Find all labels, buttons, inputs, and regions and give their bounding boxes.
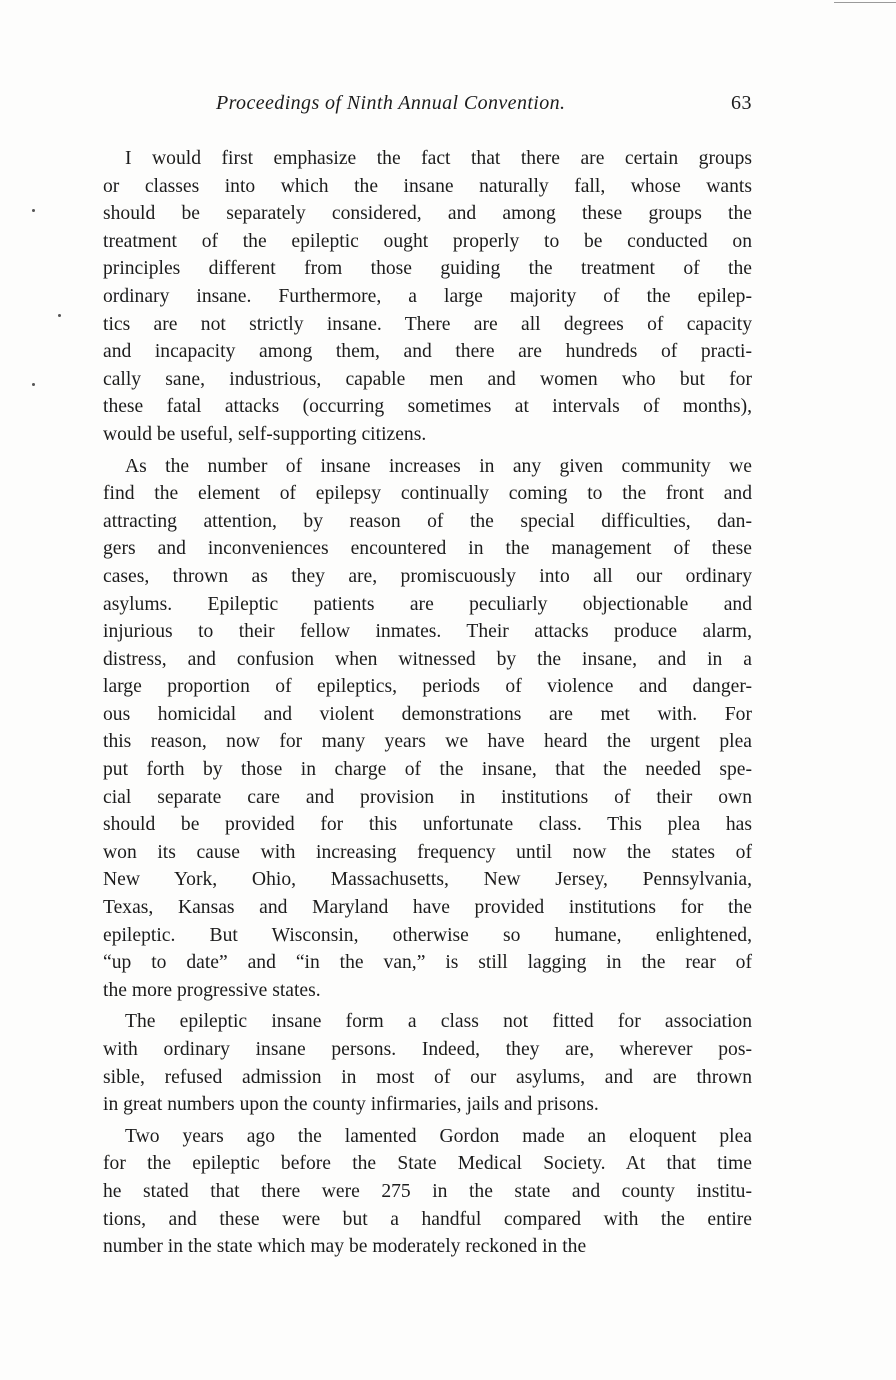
text-line: asylums. Epileptic patients are peculiarly objectionable and: [103, 593, 752, 615]
text-line: “up to date” and “in the van,” is still lagging in the rear of: [103, 952, 752, 974]
text-line: gers and inconveniences encountered in the management of these: [103, 538, 752, 560]
text-line: principles different from those guiding the treatment of the: [103, 258, 752, 280]
text-line: distress, and confusion when witnessed by the insane, and in a: [103, 648, 752, 670]
text-line: should be separately considered, and among these groups the: [103, 203, 752, 225]
paragraph: [103, 1123, 752, 1261]
text-line: cial separate care and provision in institutions of their own: [103, 786, 752, 808]
margin-speck: [58, 314, 61, 317]
text-line: in great numbers upon the county infirmaries, jails and prisons.: [103, 1094, 599, 1116]
text-line: these fatal attacks (occurring sometimes at intervals of months),: [103, 396, 752, 418]
body-text: [103, 145, 752, 1265]
text-line: with ordinary insane persons. Indeed, they are, wherever pos-: [103, 1039, 752, 1060]
text-line: put forth by those in charge of the insane, that the needed spe-: [103, 759, 752, 781]
text-line: he stated that there were 275 in the state and county institu-: [103, 1180, 752, 1202]
top-edge-rule: [834, 2, 896, 3]
text-line: would be useful, self-supporting citizens.: [103, 423, 427, 445]
running-title: Proceedings of Ninth Annual Convention.: [216, 92, 566, 114]
text-line: cases, thrown as they are, promiscuously into all our ordinary: [103, 565, 752, 587]
text-line: cally sane, industrious, capable men and women who but for: [103, 368, 752, 390]
text-line: this reason, now for many years we have heard the urgent plea: [103, 731, 752, 753]
text-line: treatment of the epileptic ought properly to be conducted on: [103, 230, 752, 252]
margin-speck: [32, 209, 35, 212]
text-line: won its cause with increasing frequency until now the states of: [103, 841, 752, 863]
text-line: attracting attention, by reason of the special difficulties, dan-: [103, 510, 752, 532]
text-line: sible, refused admission in most of our asylums, and are thrown: [103, 1066, 752, 1088]
text-line: should be provided for this unfortunate class. This plea has: [103, 814, 752, 836]
text-line: epileptic. But Wisconsin, otherwise so humane, enlightened,: [103, 924, 752, 946]
text-line: As the number of insane increases in any given community we: [125, 455, 752, 477]
paragraph: [103, 453, 752, 1005]
text-line: ous homicidal and violent demonstrations are met with. For: [103, 703, 752, 725]
text-line: number in the state which may be moderately reckoned in the: [103, 1236, 587, 1258]
text-line: tics are not strictly insane. There are all degrees of capacity: [103, 313, 752, 335]
margin-speck: [32, 383, 35, 386]
text-line: and incapacity among them, and there are hundreds of practi-: [103, 341, 752, 363]
text-line: injurious to their fellow inmates. Their attacks produce alarm,: [103, 621, 752, 643]
text-line: I would first emphasize the fact that there are certain groups: [125, 148, 752, 169]
text-line: the more progressive states.: [103, 979, 321, 1001]
page-number: 63: [731, 92, 752, 114]
text-line: large proportion of epileptics, periods of violence and danger-: [103, 676, 752, 698]
running-header: [216, 92, 752, 122]
text-line: The epileptic insane form a class not fitted for association: [125, 1011, 752, 1033]
text-line: find the element of epilepsy continually coming to the front and: [103, 483, 752, 505]
text-line: tions, and these were but a handful compared with the entire: [103, 1208, 752, 1230]
paragraph: [103, 145, 752, 449]
text-line: for the epileptic before the State Medical Society. At that time: [103, 1153, 752, 1175]
paragraph: [103, 1008, 752, 1118]
text-line: Two years ago the lamented Gordon made an eloquent plea: [125, 1125, 752, 1147]
text-line: New York, Ohio, Massachusetts, New Jersey, Pennsylvania,: [103, 869, 752, 891]
text-line: Texas, Kansas and Maryland have provided institutions for the: [103, 897, 752, 919]
text-line: or classes into which the insane naturally fall, whose wants: [103, 175, 752, 197]
text-line: ordinary insane. Furthermore, a large majority of the epilep-: [103, 285, 752, 307]
